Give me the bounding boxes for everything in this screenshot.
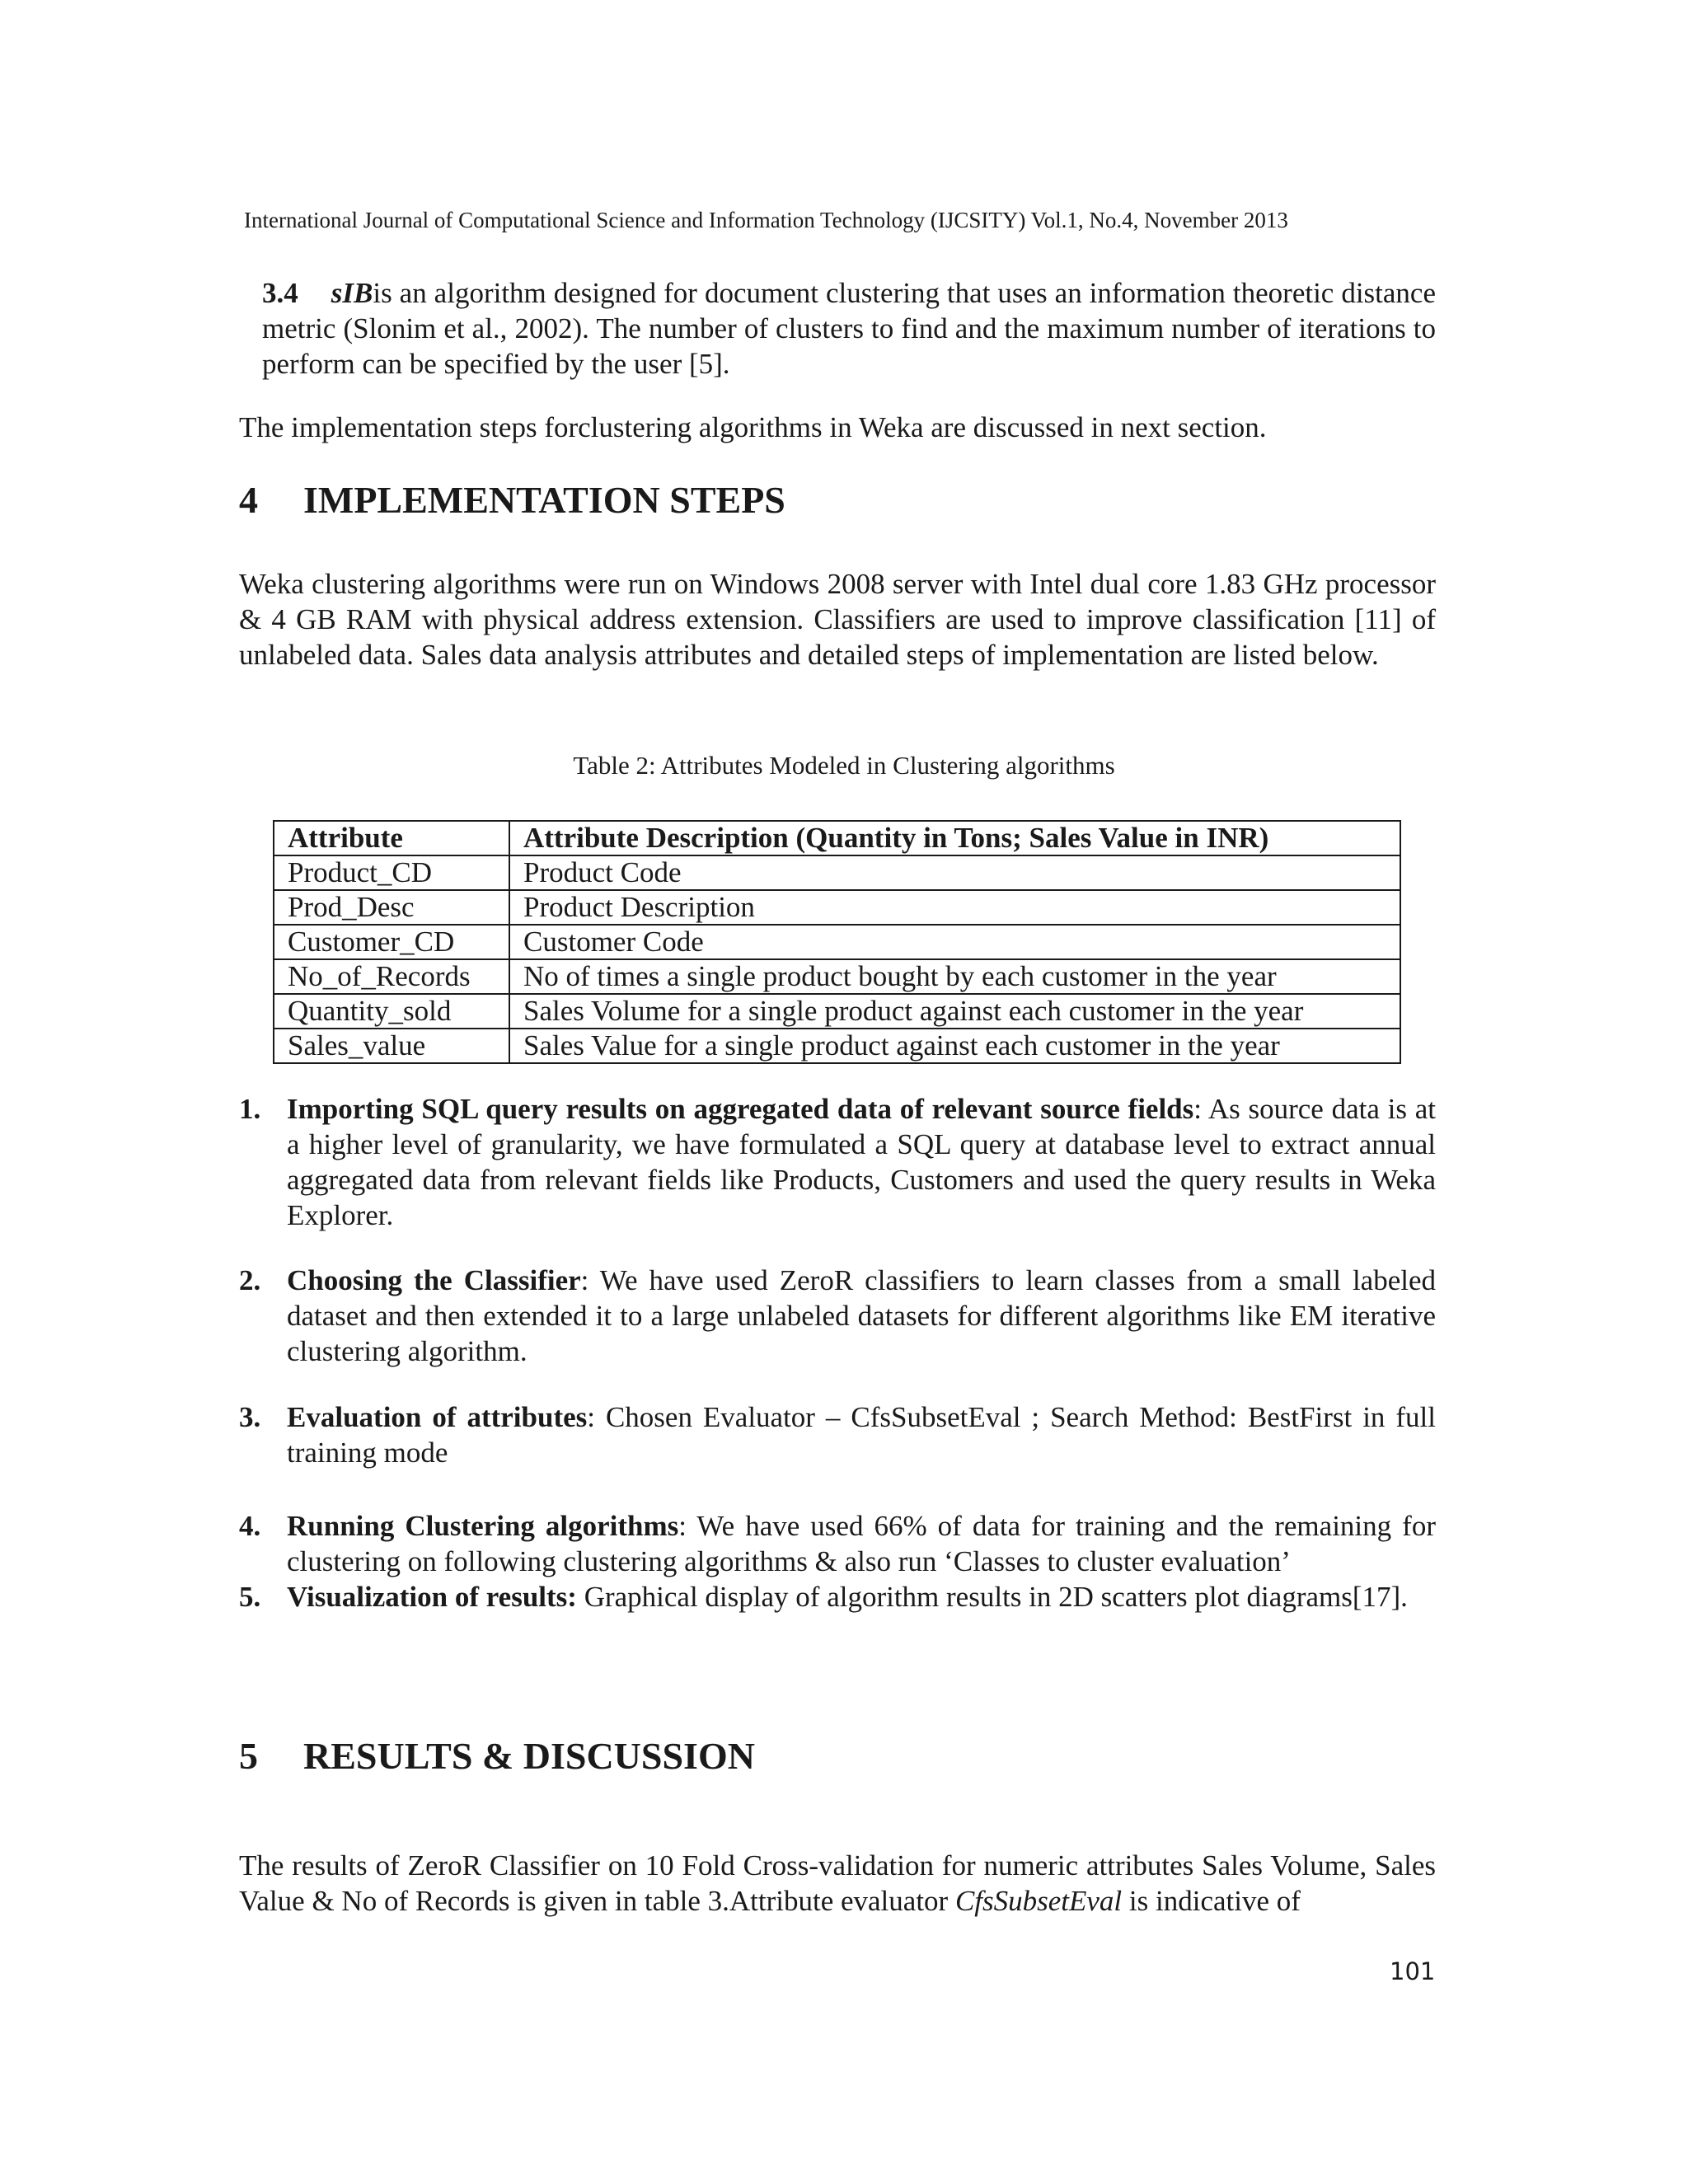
section-5-text-italic: CfsSubsetEval — [954, 1885, 1123, 1917]
step-number: 1. — [239, 1093, 261, 1125]
step-body — [287, 1091, 1436, 1233]
page-number: 101 — [1390, 1957, 1436, 1985]
table-cell-attribute: No_of_Records — [274, 959, 509, 994]
step-number: 2. — [239, 1264, 261, 1296]
subsection-name: sIB — [331, 277, 373, 309]
section-5-paragraph — [239, 1848, 1436, 1919]
step-body — [287, 1263, 1436, 1369]
table-row — [274, 925, 1400, 959]
table-cell-description: Product Code — [509, 855, 1400, 890]
table-header-description: Attribute Description (Quantity in Tons; Sales Value in INR) — [509, 821, 1400, 855]
table-cell-description: No of times a single product bought by each customer in the year — [509, 959, 1400, 994]
section-4-heading — [239, 478, 785, 522]
subsection-3-4 — [262, 275, 1436, 382]
step-title: Evaluation of attributes — [287, 1401, 588, 1433]
step-text: : We have used 66% of data for training and the remaining for clustering on following clustering algorithms & also run ‘Classes to cluster evaluation’ — [287, 1510, 1436, 1577]
subsection-number: 3.4 — [262, 277, 298, 309]
table-cell-description: Customer Code — [509, 925, 1400, 959]
table-cell-attribute: Customer_CD — [274, 925, 509, 959]
intro-paragraph: The implementation steps forclustering algorithms in Weka are discussed in next section. — [239, 411, 1267, 443]
step-text: : Chosen Evaluator – CfsSubsetEval ; Search Method: BestFirst in full training mode — [287, 1401, 1436, 1469]
section-4-title: IMPLEMENTATION STEPS — [303, 479, 785, 521]
table-row — [274, 1029, 1400, 1063]
table-cell-attribute: Product_CD — [274, 855, 509, 890]
table-header-attribute: Attribute — [274, 821, 509, 855]
step-body — [287, 1399, 1436, 1470]
section-5-number: 5 — [239, 1735, 258, 1777]
table-row — [274, 959, 1400, 994]
step-title: Importing SQL query results on aggregated data of relevant source fields — [287, 1093, 1194, 1125]
attributes-table — [273, 820, 1401, 1064]
table-cell-attribute: Prod_Desc — [274, 890, 509, 925]
running-header: International Journal of Computational Science and Information Technology (IJCSITY) Vol.1, No.4, November 2013 — [244, 208, 1288, 232]
table-cell-attribute: Sales_value — [274, 1029, 509, 1063]
table-row — [274, 890, 1400, 925]
step-number: 3. — [239, 1401, 261, 1433]
step-number: 4. — [239, 1510, 261, 1542]
section-4-number: 4 — [239, 479, 258, 521]
step-title: Running Clustering algorithms — [287, 1510, 679, 1542]
section-5-text-end: is indicative of — [1122, 1885, 1301, 1917]
table-cell-description: Sales Value for a single product against each customer in the year — [509, 1029, 1400, 1063]
step-number: 5. — [239, 1581, 261, 1613]
step-body — [287, 1579, 1436, 1615]
section-5-text-start: The results of ZeroR Classifier on 10 Fold Cross-validation for numeric attributes Sales Volume, Sales Value & No of Records is given in table 3.Attribute evaluator — [239, 1849, 1436, 1917]
table-cell-attribute: Quantity_sold — [274, 994, 509, 1029]
subsection-text: is an algorithm designed for document clustering that uses an information theoretic distance metric (Slonim et al., 2002). The number of clusters to find and the maximum number of iterations to perform can be specified by the user [5]. — [262, 277, 1436, 380]
table-2-caption: Table 2: Attributes Modeled in Clustering algorithms — [573, 751, 1115, 780]
table-cell-description: Sales Volume for a single product against each customer in the year — [509, 994, 1400, 1029]
step-title: Visualization of results: — [287, 1581, 577, 1613]
section-4-paragraph: Weka clustering algorithms were run on Windows 2008 server with Intel dual core 1.83 GHz processor & 4 GB RAM with physical address extension. Classifiers are used to improve classification [11] of unlabeled data. Sales data analysis attributes and detailed steps of implementation are listed below. — [239, 568, 1436, 671]
step-title: Choosing the Classifier — [287, 1264, 581, 1296]
step-text: : As source data is at a higher level of granularity, we have formulated a SQL query at database level to extract annual aggregated data from relevant fields like Products, Customers and used the query results in Weka Explorer. — [287, 1093, 1436, 1231]
step-text: Graphical display of algorithm results in 2D scatters plot diagrams[17]. — [576, 1581, 1408, 1613]
table-row — [274, 855, 1400, 890]
step-text: : We have used ZeroR classifiers to learn classes from a small labeled dataset and then extended it to a large unlabeled datasets for different algorithms like EM iterative clustering algorithm. — [287, 1264, 1436, 1367]
step-body — [287, 1508, 1436, 1579]
table-row — [274, 994, 1400, 1029]
section-5-title: RESULTS & DISCUSSION — [303, 1735, 755, 1777]
table-header-row — [274, 821, 1400, 855]
section-5-heading — [239, 1734, 755, 1778]
table-cell-description: Product Description — [509, 890, 1400, 925]
